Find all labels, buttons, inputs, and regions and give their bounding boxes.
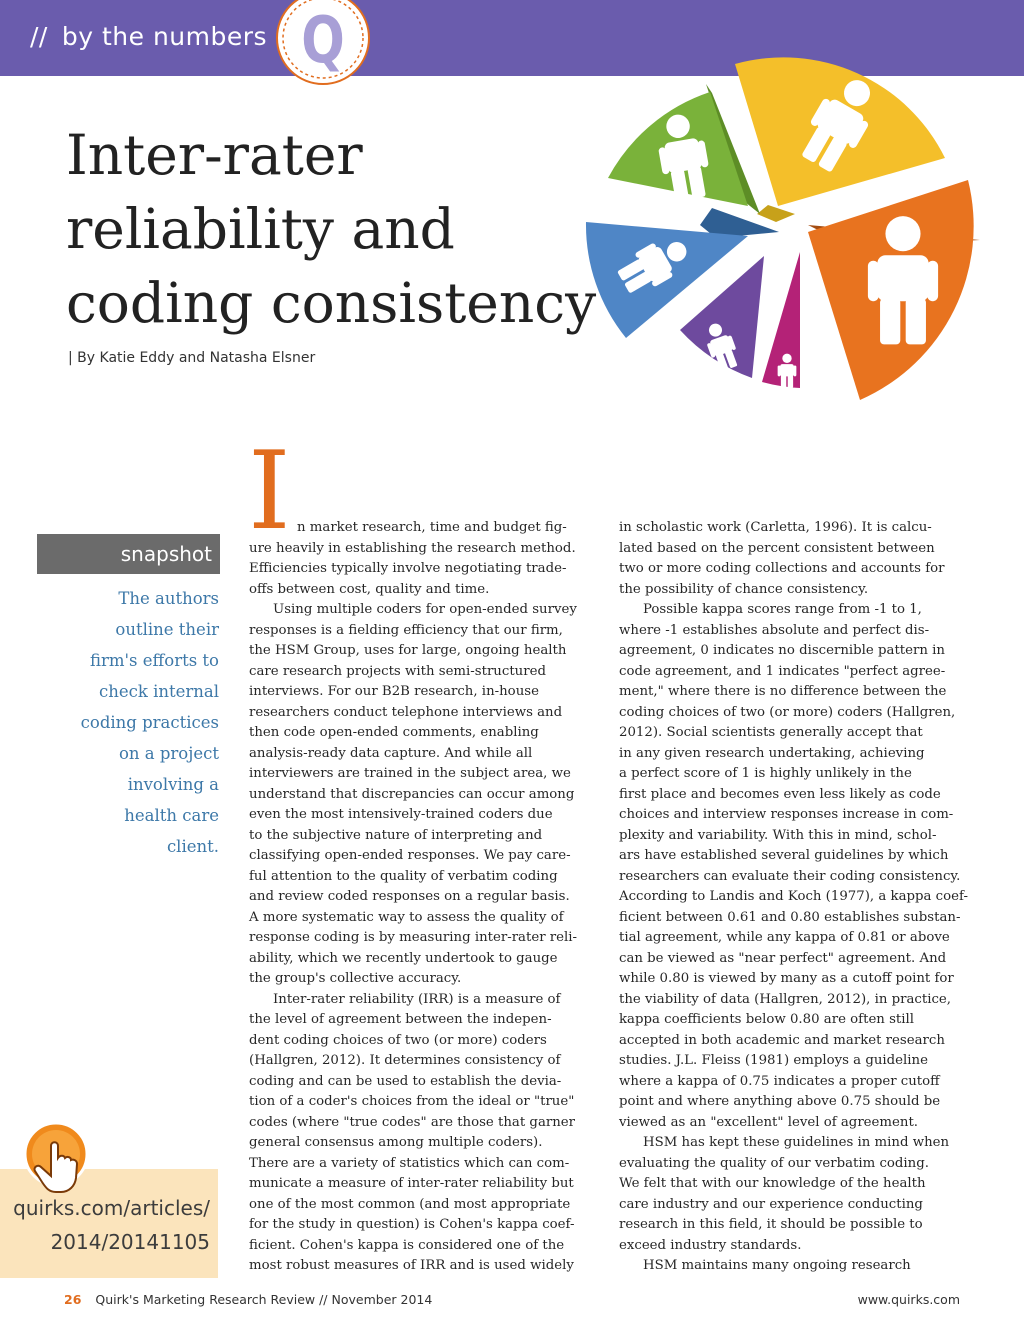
body-line: Possible kappa scores range from -1 to 1, [643,602,922,617]
article-link-line-1: quirks.com/articles/ [13,1196,210,1220]
body-line: There are a variety of statistics which can com- [249,1155,570,1171]
body-line: where -1 establishes absolute and perfect dis- [619,622,930,638]
body-line: plexity and variability. With this in mind, schol- [619,827,937,843]
snapshot-line: coding practices [80,713,219,732]
body-line: and review coded responses on a regular basis. [249,889,570,904]
body-line: ability, which we recently undertook to gauge [249,950,558,966]
body-line: tial agreement, while any kappa of 0.81 or above [619,930,950,945]
body-line: Efficiencies typically involve negotiating trade- [249,561,567,576]
body-line: coding and can be used to establish the devia- [249,1073,562,1089]
hand-pointer-icon[interactable] [22,1120,94,1198]
body-line: n market research, time and budget fig- [297,520,567,535]
snapshot-header: snapshot [37,534,220,574]
body-line: can be viewed as "near perfect" agreement. And [619,950,947,966]
body-line: even the most intensively-trained coders due [249,807,553,822]
article-title [66,118,596,340]
title-line-3: coding consistency [66,271,597,335]
article-link-line-2: 2014/20141105 [50,1230,210,1254]
body-line: Using multiple coders for open-ended survey [273,602,577,617]
body-line: municate a measure of inter-rater reliability but [249,1176,574,1191]
body-line: ficient. Cohen's kappa is considered one of the [249,1237,565,1253]
snapshot-line: client. [166,837,219,856]
body-line: (Hallgren, 2012). It determines consistency of [249,1053,561,1068]
body-line: exceed industry standards. [619,1237,802,1253]
body-line: to the subjective nature of interpreting and [249,827,543,843]
drop-cap: I [248,429,291,554]
body-line: interviews. For our B2B research, in-house [249,684,539,699]
body-line: first place and becomes even less likely as code [619,786,941,802]
body-line: We felt that with our knowledge of the health [619,1176,926,1191]
body-column-1 [249,518,601,1277]
body-line: kappa coefficients below 0.80 are often still [619,1012,915,1027]
body-line: the level of agreement between the indepen- [249,1012,552,1027]
body-line: codes (where "true codes" are those that garner [249,1114,576,1130]
snapshot-text [40,583,219,862]
body-line: viewed as an "excellent" level of agreement. [619,1114,919,1130]
section-slashes: // [30,22,48,51]
body-line: ars have established several guidelines by which [619,848,949,863]
body-line: care research projects with semi-structured [249,663,546,679]
snapshot-line: The authors [118,589,219,608]
body-line: accepted in both academic and market research [619,1032,945,1048]
body-line: 2012). Social scientists generally accept that [619,725,923,740]
body-line: HSM maintains many ongoing research [643,1258,911,1273]
footer-left [64,1292,432,1307]
body-line: interviewers are trained in the subject area, we [249,766,571,781]
body-line: researchers conduct telephone interviews and [249,704,563,720]
body-line: offs between cost, quality and time. [249,581,490,597]
body-line: the possibility of chance consistency. [619,581,869,597]
body-column-2 [619,518,968,1277]
body-line: in any given research undertaking, achieving [619,745,925,761]
section-title: by the numbers [61,22,268,51]
body-line: classifying open-ended responses. We pay care- [249,848,571,863]
body-line: a perfect score of 1 is highly unlikely in the [619,766,912,781]
body-line: the HSM Group, uses for large, ongoing health [249,643,567,658]
body-line: tion of a coder's choices from the ideal or "true" [249,1094,575,1109]
body-line: evaluating the quality of our verbatim coding. [619,1155,929,1171]
body-line: ful attention to the quality of verbatim coding [249,868,558,884]
body-line: research in this field, it should be possible to [619,1217,923,1232]
publication-info: Quirk's Marketing Research Review // November 2014 [95,1292,433,1307]
body-line: for the study in question) is Cohen's kappa coef- [249,1217,575,1232]
body-line: understand that discrepancies can occur among [249,786,575,802]
title-line-1: Inter-rater [66,123,363,187]
body-line: most robust measures of IRR and is used widely [249,1258,574,1273]
body-line: point and where anything above 0.75 should be [619,1094,941,1109]
body-line: ment," where there is no difference between the [619,684,947,699]
body-line: researchers can evaluate their coding consistency. [619,868,961,884]
snapshot-line: health care [124,806,219,825]
body-line: dent coding choices of two (or more) coders [249,1032,547,1048]
body-line: A more systematic way to assess the quality of [249,909,564,925]
snapshot-line: firm's efforts to [89,651,219,670]
body-line: code agreement, and 1 indicates "perfect agree- [619,663,946,679]
body-line: one of the most common (and most appropriate [249,1196,571,1212]
byline: | By Katie Eddy and Natasha Elsner [68,350,316,366]
section-label [30,22,267,51]
article-link[interactable] [0,1191,210,1259]
title-line-2: reliability and [66,197,455,261]
body-line: lated based on the percent consistent between [619,540,935,556]
body-line: choices and interview responses increase in com- [619,807,954,822]
body-line: Inter-rater reliability (IRR) is a measure of [273,991,561,1007]
snapshot-line: outline their [115,620,219,639]
body-line: coding choices of two (or more) coders (Hallgren, [619,704,956,720]
body-line: analysis-ready data capture. And while all [249,745,533,761]
page-number: 26 [64,1292,82,1307]
q-badge-icon [270,0,376,86]
q-badge-letter: Q [301,2,345,78]
snapshot-line: involving a [127,775,219,794]
snapshot-line: check internal [98,682,219,701]
body-line: general consensus among multiple coders). [249,1135,543,1150]
body-line: while 0.80 is viewed by many as a cutoff point for [619,971,954,986]
body-line: the group's collective accuracy. [249,971,462,986]
body-line: According to Landis and Koch (1977), a kappa coef- [619,889,968,904]
people-pie-chart-icon [574,48,984,408]
body-line: two or more coding collections and accounts for [619,561,945,576]
body-line: response coding is by measuring inter-rater reli- [249,930,578,945]
body-line: studies. J.L. Fleiss (1981) employs a guideline [619,1053,928,1068]
body-line: responses is a fielding efficiency that our firm, [249,622,563,638]
body-line: in scholastic work (Carletta, 1996). It is calcu- [619,520,932,535]
body-line: ure heavily in establishing the research method. [249,540,576,556]
body-line: care industry and our experience conducting [619,1196,923,1212]
body-line: where a kappa of 0.75 indicates a proper cutoff [619,1073,940,1089]
body-line: the viability of data (Hallgren, 2012), in practice, [619,991,952,1007]
footer-website: www.quirks.com [857,1292,960,1307]
snapshot-line: on a project [118,744,219,763]
body-line: HSM has kept these guidelines in mind when [643,1135,950,1150]
body-line: then code open-ended comments, enabling [249,725,539,740]
body-line: agreement, 0 indicates no discernible pattern in [619,643,945,658]
body-line: ficient between 0.61 and 0.80 establishes substan- [619,909,961,925]
